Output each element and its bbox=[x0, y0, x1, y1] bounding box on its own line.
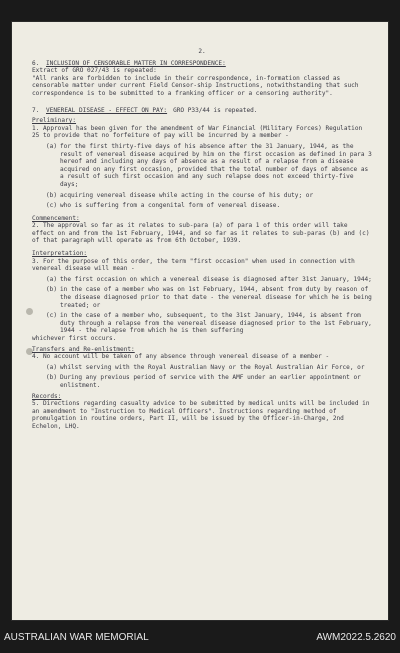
section-number: 7. bbox=[32, 106, 40, 114]
list-item-text: acquiring venereal disease while acting in the course of his duty; or bbox=[60, 191, 314, 199]
list-item-text: for the first thirty-five days of his absence after the 31 January, 1944, as the result of venereal disease acquired by him on the first occasion as defined in para 3 hereof and including any days of absence as a result of a relapse from a disease acquired on any first occasion, provided that the total number of days of absence as a result of such first occasion and any such relapse does not exceed thirty-five days; bbox=[60, 142, 372, 188]
list-item-label: (a) bbox=[46, 275, 58, 283]
archive-id: AWM2022.5.2620 bbox=[316, 632, 396, 643]
list-item-text: During any previous period of service with the AMF under an earlier appointment or enlistment. bbox=[60, 374, 361, 389]
list-item-text: the first occasion on which a venereal disease is diagnosed after 31st January, 1944; bbox=[60, 275, 372, 283]
list-item bbox=[46, 286, 372, 309]
page-number: 2. bbox=[198, 48, 206, 55]
section-title: VENEREAL DISEASE - EFFECT ON PAY: bbox=[46, 106, 168, 114]
section-6-quote: "All ranks are forbidden to include in their correspondence, in-formation classed as censorable matter under current Field Censor-ship Instructions, notwithstanding that such correspondence is to be submitted to a franking officer or a censoring authority". bbox=[32, 74, 363, 97]
paragraph-3: 3. For the purpose of this order, the term "first occasion" when used in connection with venereal disease will mean - bbox=[32, 257, 359, 273]
section-7-heading bbox=[32, 107, 372, 115]
list-item-text: who is suffering from a congenital form of venereal disease. bbox=[60, 202, 281, 210]
subheading-transfers: Transfers and Re-enlistment: bbox=[32, 345, 135, 353]
subheading-interpretation: Interpretation: bbox=[32, 250, 88, 258]
archive-footer bbox=[0, 623, 400, 653]
list-item bbox=[46, 143, 372, 189]
list-item bbox=[46, 276, 372, 284]
list-item-text: in the case of a member who, subsequent, to the 31st January, 1944, is absent from duty through a relapse from the venereal disease diagnosed prior to the 1st February, 1944 - the relapse from which he is then suffering bbox=[60, 312, 372, 335]
paragraph-3-tail: whichever first occurs. bbox=[32, 335, 117, 342]
list-item-label: (b) bbox=[46, 374, 58, 382]
section-6-heading bbox=[32, 60, 372, 68]
paragraph-5: 5. Directions regarding casualty advice to be submitted by medical units will be included in an amendment to "Instruction to Medical Officers". Instructions regarding method of promulgation in routine orders, Part II, will be issued by the Officer-in-Charge, 2nd Echelon, LHQ. bbox=[32, 400, 374, 430]
paragraph-4: 4. No account will be taken of any absence through venereal disease of a member - bbox=[32, 353, 330, 361]
section-number: 6. bbox=[32, 59, 40, 67]
list-item-label: (a) bbox=[46, 363, 58, 371]
document-body bbox=[32, 48, 372, 431]
section-reference: GRO P33/44 is repeated. bbox=[173, 106, 258, 114]
list-item-label: (c) bbox=[46, 312, 58, 320]
paragraph-2: 2. The approval so far as it relates to sub-para (a) of para 1 of this order will take effect on and from the 1st February, 1944, and so far as it relates to sub-paras (b) and (c) of that paragraph will operate as from 6th October, 1939. bbox=[32, 222, 374, 245]
subheading-preliminary: Preliminary: bbox=[32, 117, 77, 125]
section-title: INCLUSION OF CENSORABLE MATTER IN CORRESPONDENCE: bbox=[46, 59, 226, 67]
list-item-text: whilst serving with the Royal Australian Navy or the Royal Australian Air Force, or bbox=[60, 363, 365, 371]
document-page bbox=[12, 22, 388, 620]
list-item bbox=[46, 312, 372, 335]
paragraph-1: 1. Approval has been given for the amendment of War Financial (Military Forces) Regulation 25 to provide that no forfeiture of pay will be incurred by a member - bbox=[32, 124, 366, 140]
list-item-label: (c) bbox=[46, 202, 58, 210]
archive-name: AUSTRALIAN WAR MEMORIAL bbox=[4, 632, 149, 643]
subheading-commencement: Commencement: bbox=[32, 214, 80, 222]
list-item bbox=[46, 364, 372, 372]
list-item bbox=[46, 202, 372, 210]
list-item-label: (a) bbox=[46, 142, 58, 150]
section-6-intro: Extract of GRO 027/43 is repeated: bbox=[32, 67, 157, 75]
subheading-records: Records: bbox=[32, 392, 62, 400]
list-item-label: (b) bbox=[46, 286, 58, 294]
list-item-text: in the case of a member who was on 1st February, 1944, absent from duty by reason of the disease diagnosed prior to that date - the venereal disease for which he is being treated; or bbox=[60, 286, 372, 309]
list-item bbox=[46, 192, 372, 200]
list-item bbox=[46, 374, 372, 389]
list-item-label: (b) bbox=[46, 191, 58, 199]
